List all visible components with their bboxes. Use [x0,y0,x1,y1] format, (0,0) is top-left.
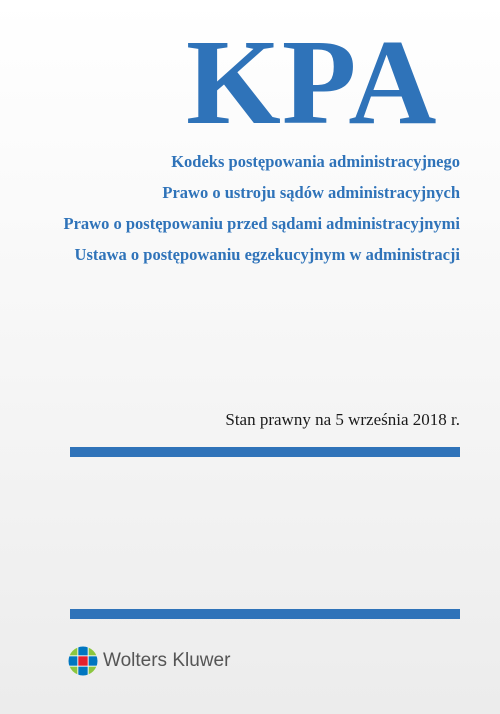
top-divider-bar [70,447,460,457]
bottom-divider-bar [70,609,460,619]
subtitle-line: Kodeks postępowania administracyjnego [171,152,460,171]
wolters-kluwer-logo-icon [68,646,98,676]
publisher-name: Wolters Kluwer [103,650,231,671]
subtitle-line: Prawo o postępowaniu przed sądami administracyjnymi [63,214,460,233]
subtitle-line: Prawo o ustroju sądów administracyjnych [162,183,460,202]
publisher-block [68,646,230,676]
subtitle-line: Ustawa o postępowaniu egzekucyjnym w administracji [74,245,460,264]
legal-status-date: Stan prawny na 5 września 2018 r. [225,410,460,429]
cover-title: KPA [186,15,438,150]
cover-subtitles [30,146,460,270]
